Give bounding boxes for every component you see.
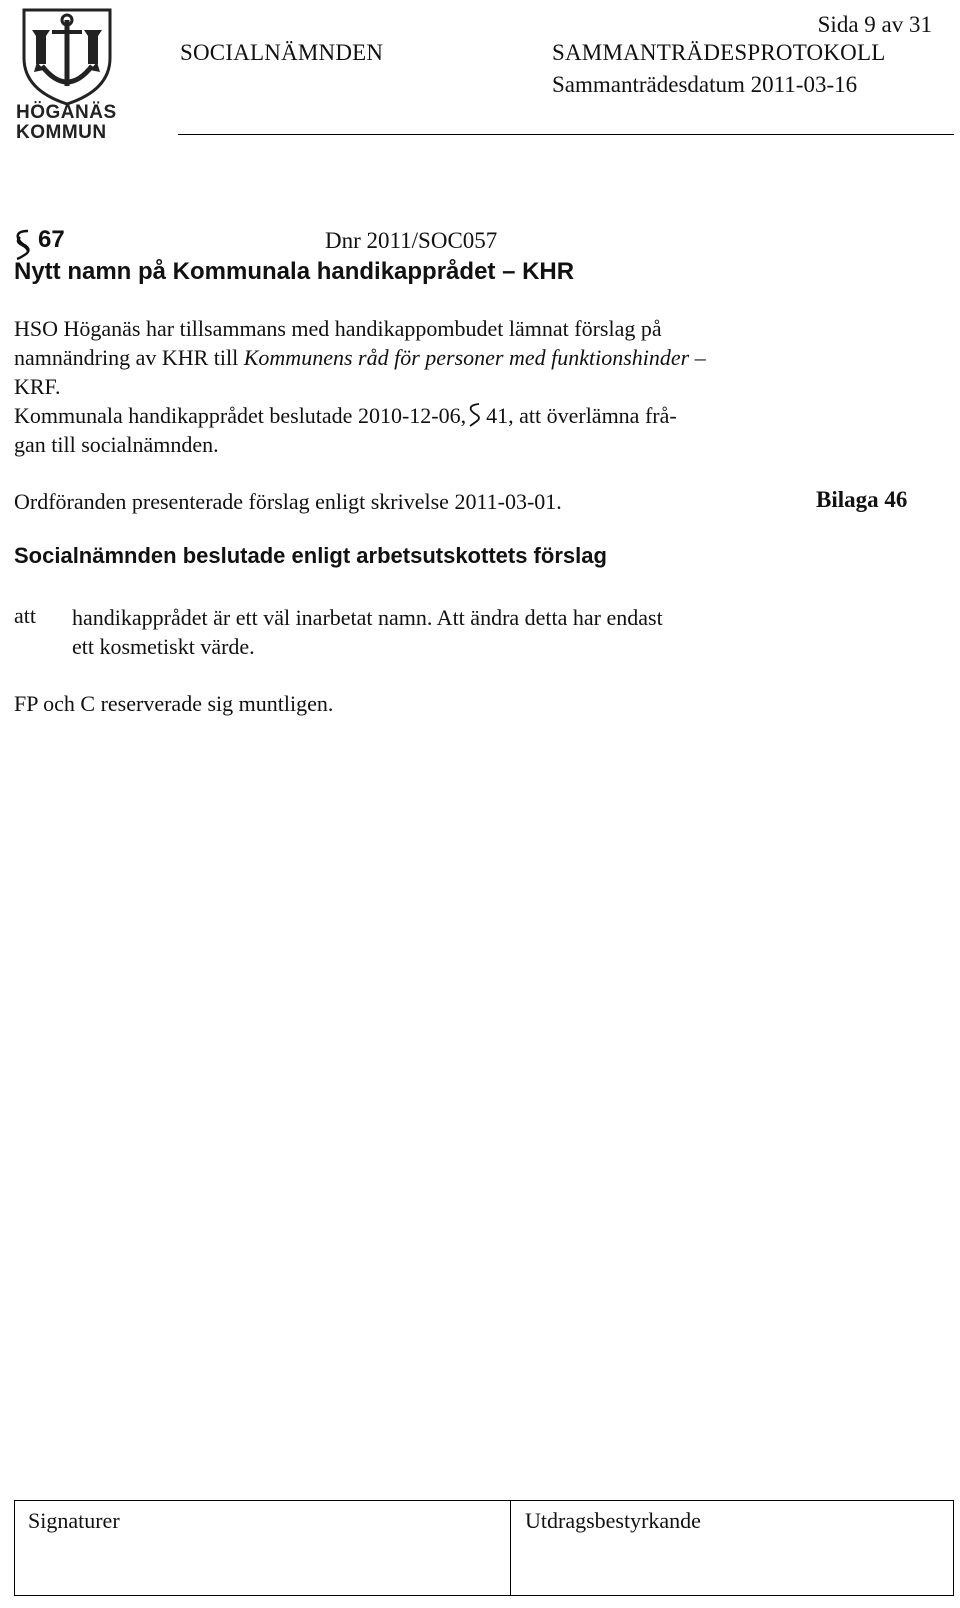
hoganas-kommun-logo — [12, 6, 122, 143]
presentation-text: Ordföranden presenterade förslag enligt skrivelse 2011-03-01. — [14, 489, 562, 514]
body-line-2-text: namnändring av KHR till — [14, 345, 244, 370]
body-line-3: KRF. — [14, 374, 61, 399]
body-line-4-text: Kommunala handikapprådet beslutade 2010-12-06, — [14, 403, 467, 428]
document-type: SAMMANTRÄDESPROTOKOLL — [552, 40, 886, 65]
reservation-text: FP och C reserverade sig muntligen. — [14, 691, 334, 716]
body-line-2 — [14, 343, 706, 372]
body-line-4-rest: 41, att överlämna frå- — [486, 403, 677, 428]
page-number: Sida 9 av 31 — [817, 12, 932, 37]
diary-number: Dnr 2011/SOC057 — [325, 228, 498, 253]
item-title: Nytt namn på Kommunala handikapprådet – KHR — [14, 258, 575, 285]
decision-line-2: ett kosmetiskt värde. — [72, 634, 255, 659]
body-line-1: HSO Höganäs har tillsammans med handikappombudet lämnat förslag på — [14, 316, 662, 341]
section-sign-inline-icon — [468, 402, 482, 428]
organization-name: SOCIALNÄMNDEN — [180, 40, 384, 65]
extract-certification-label: Utdragsbestyrkande — [525, 1508, 701, 1533]
decision-att-label: att — [14, 603, 36, 628]
signature-box-divider — [510, 1500, 511, 1596]
section-sign-icon — [14, 228, 32, 262]
decision-line-1: handikapprådet är ett väl inarbetat namn. Att ändra detta har endast — [72, 605, 663, 630]
decision-heading: Socialnämnden beslutade enligt arbetsutskottets förslag — [14, 543, 607, 568]
logo-text-line1: HÖGANÄS — [16, 102, 117, 123]
item-number: 67 — [38, 226, 65, 253]
signature-box — [14, 1500, 954, 1596]
header-divider — [178, 134, 954, 135]
coat-of-arms-icon — [12, 6, 122, 106]
attachment-reference: Bilaga 46 — [816, 487, 908, 512]
meeting-date: Sammanträdesdatum 2011-03-16 — [552, 72, 858, 97]
body-line-5: gan till socialnämnden. — [14, 432, 219, 457]
signatures-label: Signaturer — [28, 1508, 120, 1533]
logo-text-line2: KOMMUN — [16, 122, 107, 143]
body-line-4 — [14, 401, 677, 430]
proposed-name: Kommunens råd för personer med funktionshinder – — [243, 345, 706, 370]
